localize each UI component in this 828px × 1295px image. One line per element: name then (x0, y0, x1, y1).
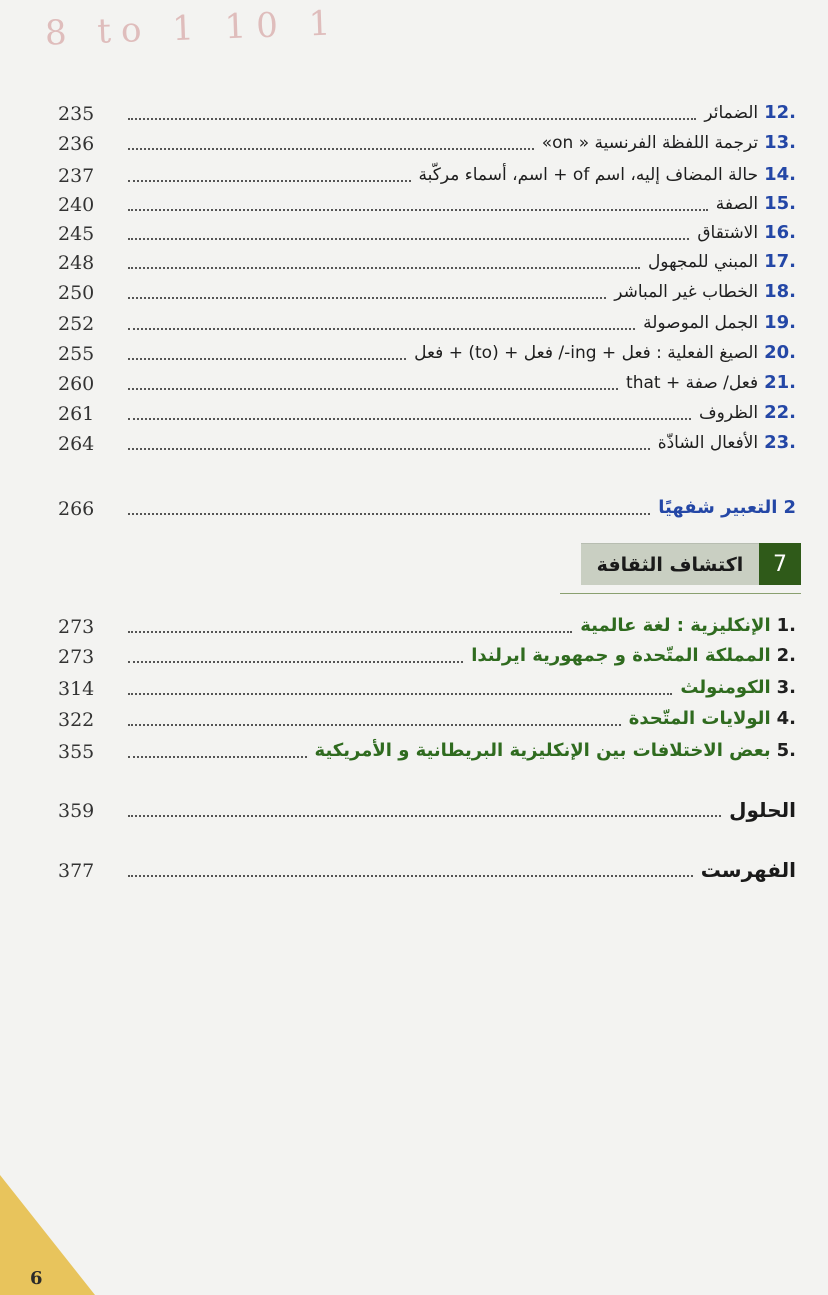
entry-title (315, 739, 796, 763)
toc-entry-23[interactable] (58, 425, 796, 455)
page-number-ref: 273 (58, 646, 95, 668)
entry-title (648, 250, 796, 274)
toc-culture-5[interactable] (58, 733, 796, 763)
page-number-ref: 377 (58, 860, 95, 882)
page-number-ref: 359 (58, 800, 95, 822)
entry-title (680, 676, 796, 700)
page-number-ref: 250 (58, 282, 95, 304)
dot-leader (128, 147, 534, 150)
toc-entry-22[interactable] (58, 395, 796, 425)
entry-title (614, 280, 796, 304)
entry-label: ترجمة اللفظة الفرنسية « on» (541, 133, 759, 153)
entry-title (658, 496, 796, 520)
entry-label: فعل/ صفة + that (626, 373, 759, 393)
entry-title (414, 341, 796, 365)
section-header-culture (581, 543, 801, 585)
entry-number: 2 (783, 497, 796, 518)
toc-entry-17[interactable] (58, 244, 796, 274)
toc-entry-13[interactable] (58, 125, 796, 155)
entry-number: 19. (764, 312, 796, 333)
entry-label: المملكة المتّحدة و جمهورية ايرلندا (471, 645, 771, 666)
entry-number: 16. (764, 222, 796, 243)
entry-title (419, 163, 797, 187)
entry-number: 17. (764, 251, 796, 272)
page-number-ref: 245 (58, 223, 95, 245)
dot-leader (128, 266, 640, 269)
toc-entry-18[interactable] (58, 274, 796, 304)
entry-label: الظروف (699, 403, 759, 423)
entry-title (542, 131, 796, 155)
page-number-ref: 264 (58, 433, 95, 455)
entry-number: 13. (764, 132, 796, 153)
entry-label: الصيغ الفعلية : فعل + ing-/ فعل + (to) + فعل (414, 343, 759, 363)
page-number-ref: 273 (58, 616, 95, 638)
entry-number: 22. (764, 402, 796, 423)
dot-leader (128, 179, 411, 182)
dot-leader (128, 327, 635, 330)
dot-leader (128, 237, 689, 240)
toc-entry-20[interactable] (58, 335, 796, 365)
page-number-ref: 355 (58, 741, 95, 763)
entry-label: المبني للمجهول (647, 252, 759, 272)
page-number-ref: 322 (58, 709, 95, 731)
page-number-ref: 261 (58, 403, 95, 425)
dot-leader (128, 755, 307, 758)
entry-label: حالة المضاف إليه، اسم of + اسم، أسماء مركّبة (418, 165, 759, 185)
entry-label: الأفعال الشاذّة (657, 433, 759, 453)
entry-title (704, 101, 796, 125)
entry-label: الإنكليزية : لغة عالمية (580, 615, 771, 636)
entry-number: 14. (764, 164, 796, 185)
section-number-badge: 7 (759, 543, 801, 585)
dot-leader (128, 660, 463, 663)
entry-label: الضمائر (704, 103, 759, 123)
page-number-ref: 266 (58, 498, 95, 520)
toc-culture-4[interactable] (58, 701, 796, 731)
dot-leader (128, 814, 721, 817)
toc-entry-12[interactable] (58, 95, 796, 125)
entry-label: الصفة (715, 194, 759, 214)
toc-entry-14[interactable] (58, 157, 796, 187)
dot-leader (128, 296, 606, 299)
page-number: 6 (30, 1268, 43, 1289)
page-number-ref: 255 (58, 343, 95, 365)
page-number-ref: 260 (58, 373, 95, 395)
entry-number: 2. (776, 645, 796, 666)
entry-number: 3. (776, 677, 796, 698)
toc-entry-15[interactable] (58, 186, 796, 216)
entry-label: الولايات المتّحدة (628, 708, 771, 729)
dot-leader (128, 692, 672, 695)
page-number-ref: 235 (58, 103, 95, 125)
dot-leader (128, 357, 406, 360)
entry-number: 4. (776, 708, 796, 729)
toc-entry-19[interactable] (58, 305, 796, 335)
dot-leader (128, 512, 650, 515)
entry-title (643, 311, 796, 335)
entry-number: 23. (764, 432, 796, 453)
dot-leader (128, 630, 572, 633)
entry-title (658, 431, 796, 455)
entry-label: الحلول (729, 798, 796, 822)
toc-entry-21[interactable] (58, 365, 796, 395)
entry-label: الاشتقاق (697, 223, 759, 243)
toc-culture-2[interactable] (58, 638, 796, 668)
entry-label: الخطاب غير المباشر (614, 282, 759, 302)
entry-title (697, 221, 796, 245)
toc-entry-16[interactable] (58, 215, 796, 245)
entry-number: 21. (764, 372, 796, 393)
entry-title (699, 401, 796, 425)
entry-title (716, 192, 796, 216)
entry-title (729, 798, 796, 822)
handwritten-note: 8 to 1 10 1 (44, 3, 342, 54)
entry-number: 20. (764, 342, 796, 363)
entry-number: 18. (764, 281, 796, 302)
dot-leader (128, 417, 691, 420)
entry-label: الفهرست (700, 858, 796, 882)
entry-label: بعض الاختلافات بين الإنكليزية البريطانية و الأمريكية (314, 740, 771, 761)
dot-leader (128, 723, 621, 726)
entry-number: 5. (776, 740, 796, 761)
dot-leader (128, 208, 708, 211)
section-divider (560, 593, 801, 594)
toc-culture-3[interactable] (58, 670, 796, 700)
entry-title (580, 614, 796, 638)
dot-leader (128, 874, 693, 877)
entry-title (626, 371, 796, 395)
toc-solutions[interactable] (58, 792, 796, 822)
entry-title (701, 858, 796, 882)
entry-number: 12. (764, 102, 796, 123)
entry-title (629, 707, 796, 731)
section-title: اكتشاف الثقافة (581, 543, 759, 585)
entry-label: التعبير شفهيًا (658, 497, 778, 518)
dot-leader (128, 447, 650, 450)
page-number-ref: 252 (58, 313, 95, 335)
entry-label: الكومنولث (680, 677, 771, 698)
entry-label: الجمل الموصولة (643, 313, 759, 333)
page-number-ref: 236 (58, 133, 95, 155)
page-number-ref: 240 (58, 194, 95, 216)
toc-culture-1[interactable] (58, 608, 796, 638)
dot-leader (128, 387, 618, 390)
dot-leader (128, 117, 696, 120)
entry-number: 1. (776, 615, 796, 636)
page-corner-decoration (0, 1175, 95, 1295)
toc-index[interactable] (58, 852, 796, 882)
toc-entry-oral[interactable] (58, 490, 796, 520)
page-number-ref: 248 (58, 252, 95, 274)
entry-number: 15. (764, 193, 796, 214)
page-number-ref: 314 (58, 678, 95, 700)
entry-title (471, 644, 796, 668)
page-number-ref: 237 (58, 165, 95, 187)
